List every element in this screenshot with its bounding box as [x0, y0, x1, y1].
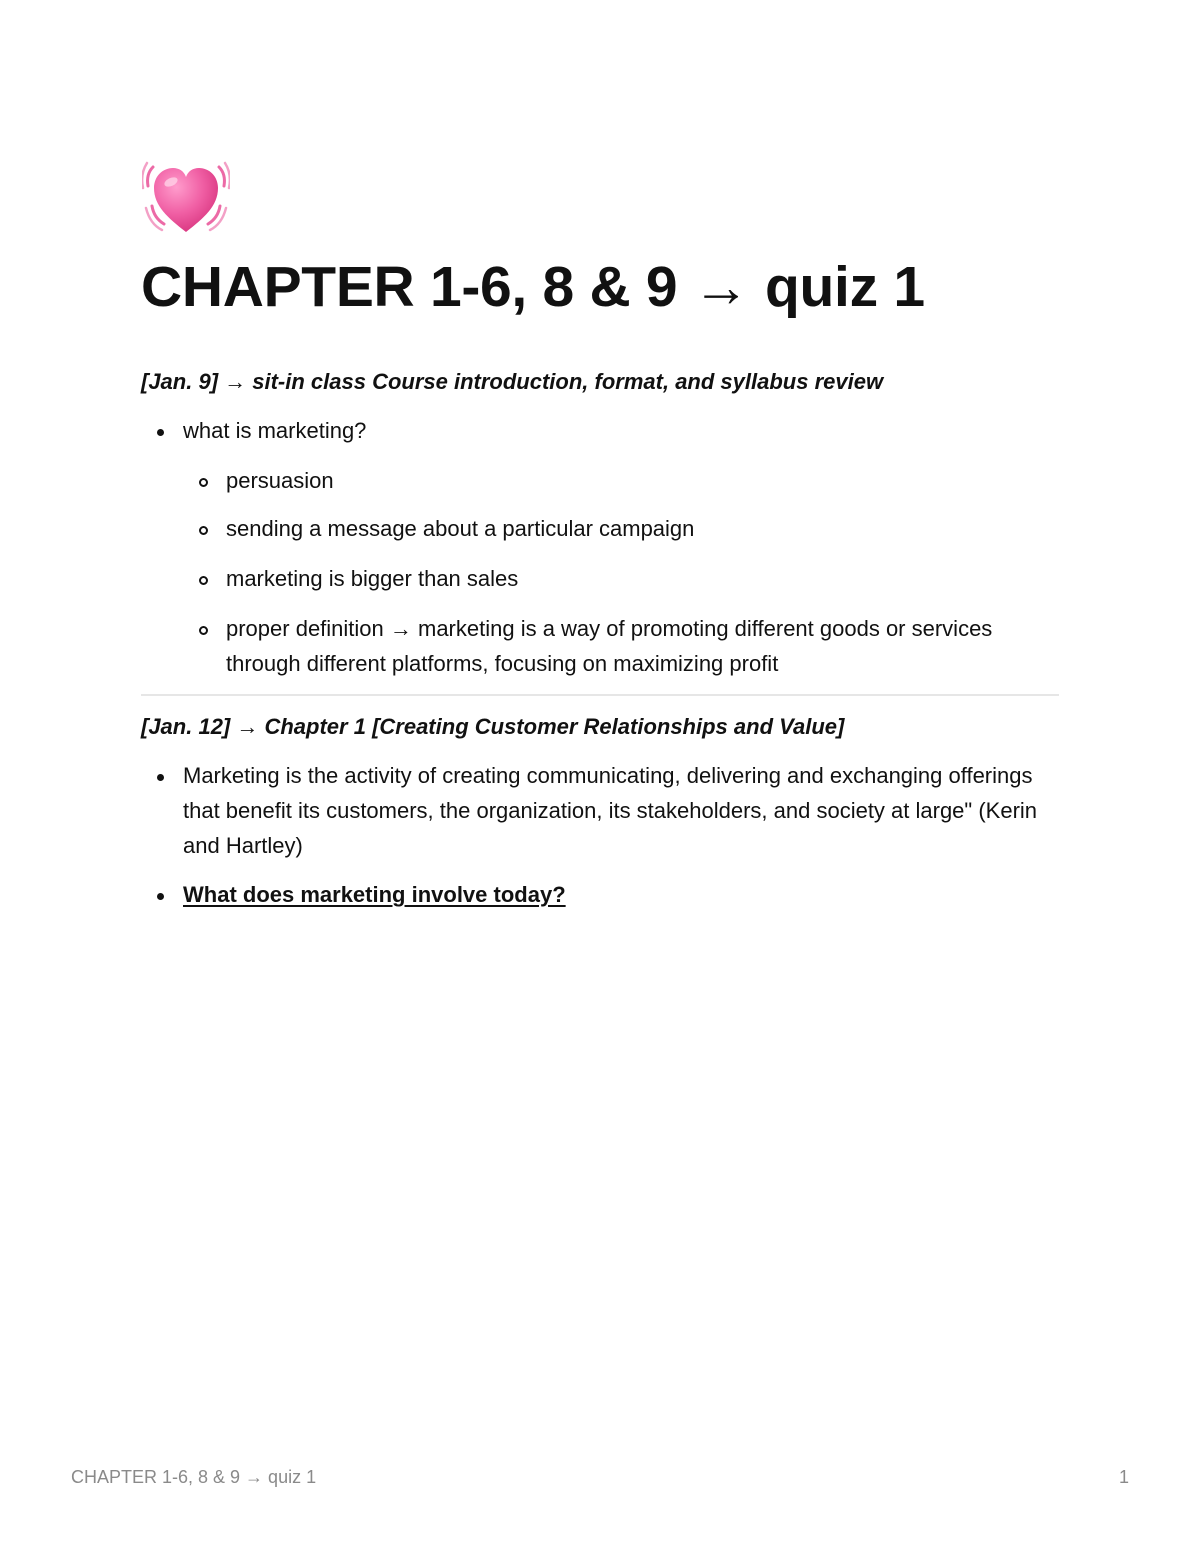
section-divider: [141, 694, 1059, 696]
sub-list-item-text: sending a message about a particular campaign: [226, 516, 695, 541]
bullet-disc: [157, 893, 164, 900]
bullet-circle: [199, 576, 208, 585]
sub-list-item-text: marketing is bigger than sales: [226, 566, 519, 591]
bullet-disc: [157, 774, 164, 781]
bullet-circle: [199, 526, 208, 535]
sub-list-item-text: persuasion: [226, 468, 334, 493]
bullet-circle: [199, 626, 208, 635]
bullet-circle: [199, 478, 208, 487]
list-item-text: what is marketing?: [183, 418, 367, 443]
sub-list-item-text: proper definition → marketing is a way of promoting different goods or services through different platforms, focusing on maximizing profit: [226, 616, 993, 676]
footer-page-number: 1: [1118, 1467, 1129, 1487]
section-heading-jan-12: [Jan. 12] → Chapter 1 [Creating Customer Relationships and Value]: [141, 714, 845, 739]
bullet-disc: [157, 429, 164, 436]
marketing-today-link[interactable]: What does marketing involve today?: [183, 882, 566, 907]
beating-heart-icon: [142, 152, 230, 238]
page-icon: [142, 152, 230, 238]
list-item-text: Marketing is the activity of creating communicating, delivering and exchanging offerings that benefit its customers, the organization, its stakeholders, and society at large" (Kerin and Hartley): [183, 763, 1038, 858]
section-heading-jan-9: [Jan. 9] → sit-in class Course introduction, format, and syllabus review: [141, 369, 884, 394]
page-title: CHAPTER 1-6, 8 & 9 → quiz 1: [141, 255, 925, 319]
footer-title: CHAPTER 1-6, 8 & 9 → quiz 1: [71, 1467, 317, 1487]
